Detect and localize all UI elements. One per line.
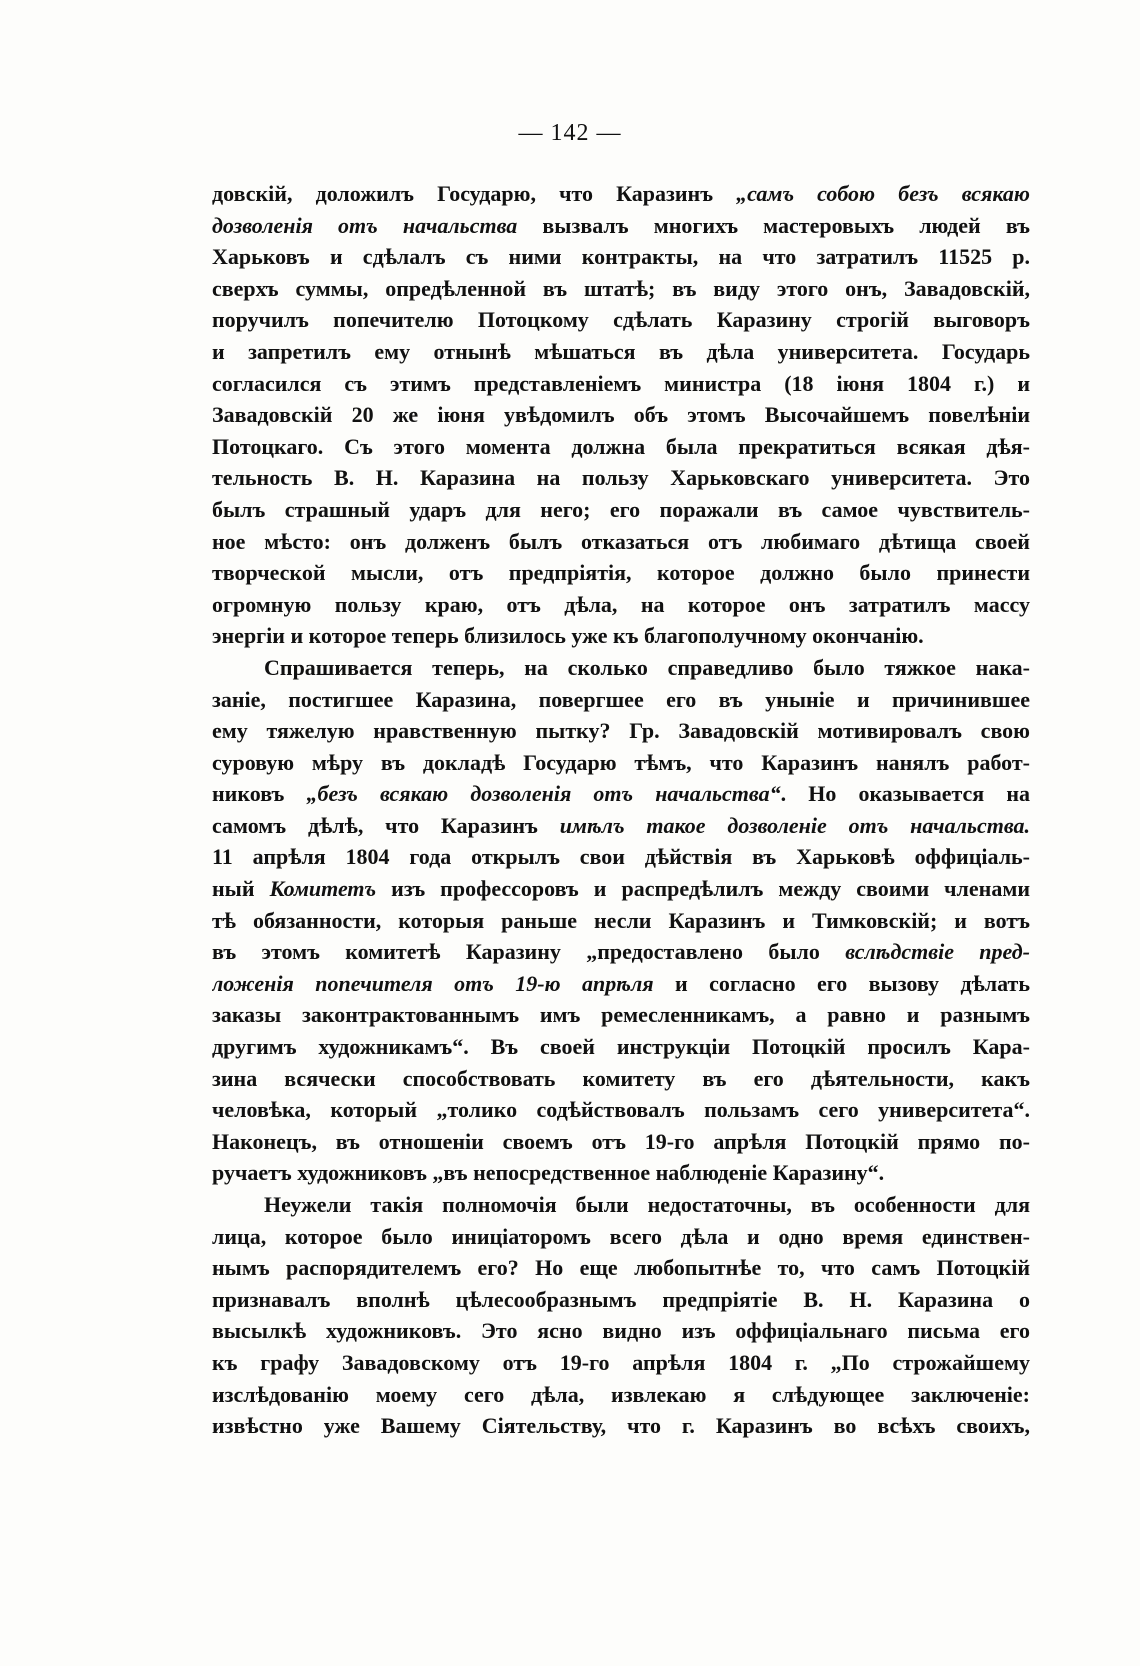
text-line — [212, 1063, 1030, 1095]
text-segment: довскій, доложилъ Государю, что Каразинъ — [212, 181, 737, 206]
text-segment: Харьковъ и сдѣлалъ съ ними контракты, на что затратилъ 11525 р. — [212, 244, 1030, 270]
text-line — [212, 368, 1030, 400]
text-line — [212, 1284, 1030, 1316]
text-line — [212, 999, 1030, 1031]
text-segment: изслѣдованію моему сего дѣла, извлекаю я слѣдующее заключеніе: — [212, 1381, 1030, 1407]
text-line — [212, 1031, 1030, 1063]
text-segment: тельность В. Н. Каразина на пользу Харьковскаго университета. Это — [212, 465, 1030, 491]
text-segment: суровую мѣру въ докладѣ Государю тѣмъ, что Каразинъ нанялъ работ- — [212, 749, 1030, 775]
italic-text-segment: Комитетъ — [269, 876, 377, 902]
text-line — [212, 1379, 1030, 1411]
text-line — [212, 936, 1030, 968]
text-segment: согласился съ этимъ представленіемъ министра (18 іюня 1804 г.) и — [212, 370, 1030, 396]
text-line — [212, 1315, 1030, 1347]
text-segment: ное мѣсто: онъ долженъ былъ отказаться отъ любимаго дѣтища своей — [212, 528, 1030, 554]
text-segment: сверхъ суммы, опредѣленной въ штатѣ; въ виду этого онъ, Завадовскій, — [212, 275, 1030, 301]
text-segment: ручаетъ художниковъ „въ непосредственное наблюденіе Каразину“. — [212, 1160, 885, 1186]
text-line — [212, 1221, 1030, 1253]
text-line — [212, 778, 1030, 810]
text-line — [212, 841, 1030, 873]
text-segment: нымъ распорядителемъ его? Но еще любопытнѣе то, что самъ Потоцкій — [212, 1255, 1030, 1281]
text-segment: Завадовскій 20 же іюня увѣдомилъ объ этомъ Высочайшемъ повелѣніи — [212, 402, 1030, 428]
italic-text-segment: вслѣдствіе пред- — [845, 939, 1030, 965]
text-line — [212, 494, 1030, 526]
text-segment: Неужели такія полномочія были недостаточны, въ особенности для — [264, 1192, 1030, 1217]
text-segment: въ этомъ комитетѣ Каразину „предоставлено было — [212, 939, 846, 965]
text-line — [212, 1126, 1030, 1158]
text-segment: заказы законтрактованнымъ имъ ремесленникамъ, а равно и разнымъ — [212, 1002, 1030, 1028]
text-line — [212, 905, 1030, 937]
text-segment: энергіи и которое теперь близилось уже къ благополучному окончанію. — [212, 623, 924, 649]
text-line — [212, 684, 1030, 716]
italic-text-segment: дозволенія отъ начальства — [212, 212, 518, 238]
text-line — [212, 273, 1030, 305]
text-line — [212, 178, 1030, 210]
text-segment: человѣка, который „толико содѣйствовалъ пользамъ сего университета“. — [212, 1097, 1030, 1123]
text-segment: къ графу Завадовскому отъ 19-го апрѣля 1804 г. „По строжайшему — [212, 1349, 1030, 1375]
text-segment: . Но оказывается на — [780, 781, 1030, 807]
text-line — [212, 652, 1030, 684]
text-line — [212, 747, 1030, 779]
text-line — [212, 336, 1030, 368]
text-line — [212, 399, 1030, 431]
text-segment: ему тяжелую нравственную пытку? Гр. Завадовскій мотивировалъ свою — [212, 718, 1030, 744]
text-line — [212, 589, 1030, 621]
italic-text-segment: „самъ собою безъ всякаю — [736, 181, 1030, 206]
text-line — [212, 1189, 1030, 1221]
text-line — [212, 968, 1030, 1000]
text-segment: огромную пользу краю, отъ дѣла, на которое онъ затратилъ массу — [212, 591, 1030, 617]
text-line — [212, 873, 1030, 905]
text-segment: изъ профессоровъ и распредѣлилъ между своими членами — [376, 876, 1030, 902]
page-number: — 142 — — [518, 120, 622, 146]
italic-text-segment: „безъ всякаю дозволенія отъ начальства“ — [306, 781, 781, 807]
text-segment: никовъ — [212, 781, 307, 807]
text-segment: высылкѣ художниковъ. Это ясно видно изъ оффиціальнаго письма его — [212, 1318, 1030, 1344]
text-line — [212, 241, 1030, 273]
text-segment: заніе, постигшее Каразина, повергшее его въ уныніе и причинившее — [212, 686, 1030, 712]
text-line — [212, 1347, 1030, 1379]
text-line — [212, 1252, 1030, 1284]
text-line — [212, 1094, 1030, 1126]
text-segment: поручилъ попечителю Потоцкому сдѣлать Каразину строгій выговоръ — [212, 307, 1030, 333]
text-segment: Наконецъ, въ отношеніи своемъ отъ 19-го апрѣля Потоцкій прямо по- — [212, 1128, 1030, 1154]
text-segment: тѣ обязанности, которыя раньше несли Каразинъ и Тимковскій; и вотъ — [212, 907, 1030, 933]
text-line — [212, 715, 1030, 747]
text-segment: вызвалъ многихъ мастеровыхъ людей въ — [517, 212, 1030, 238]
text-line — [212, 526, 1030, 558]
italic-text-segment: имѣлъ такое дозволеніе отъ начальства. — [559, 812, 1030, 838]
text-segment: признавалъ вполнѣ цѣлесообразнымъ предпріятіе В. Н. Каразина о — [212, 1286, 1030, 1312]
text-line — [212, 810, 1030, 842]
text-line — [212, 210, 1030, 242]
text-segment: другимъ художникамъ“. Въ своей инструкціи Потоцкій просилъ Кара- — [212, 1034, 1030, 1060]
text-segment: Спрашивается теперь, на сколько справедливо было тяжкое нака- — [264, 654, 1030, 680]
text-line — [212, 557, 1030, 589]
text-segment: Потоцкаго. Съ этого момента должна была прекратиться всякая дѣя- — [212, 433, 1030, 459]
text-line — [212, 1410, 1030, 1442]
text-segment: и согласно его вызову дѣлать — [653, 970, 1030, 996]
body-text — [212, 178, 1030, 1442]
text-segment: зина всячески способствовать комитету въ его дѣятельности, какъ — [212, 1065, 1030, 1091]
text-segment: лица, которое было иниціаторомъ всего дѣла и одно время единствен- — [212, 1223, 1030, 1249]
text-segment: ный — [212, 876, 270, 902]
text-line — [212, 620, 1030, 652]
text-segment: извѣстно уже Вашему Сіятельству, что г. Каразинъ во всѣхъ своихъ, — [212, 1413, 1030, 1439]
text-segment: творческой мысли, отъ предпріятія, которое должно было принести — [212, 560, 1030, 586]
text-line — [212, 462, 1030, 494]
text-line — [212, 431, 1030, 463]
text-segment: 11 апрѣля 1804 года открылъ свои дѣйствія въ Харьковѣ оффиціаль- — [212, 844, 1030, 870]
text-segment: самомъ дѣлѣ, что Каразинъ — [212, 812, 560, 838]
text-segment: былъ страшный ударъ для него; его поражали въ самое чувствитель- — [212, 496, 1030, 522]
text-line — [212, 304, 1030, 336]
italic-text-segment: ложенія попечителя отъ 19-ю апрѣля — [212, 970, 654, 996]
text-segment: и запретилъ ему отнынѣ мѣшаться въ дѣла университета. Государь — [212, 338, 1030, 364]
text-line — [212, 1157, 1030, 1189]
